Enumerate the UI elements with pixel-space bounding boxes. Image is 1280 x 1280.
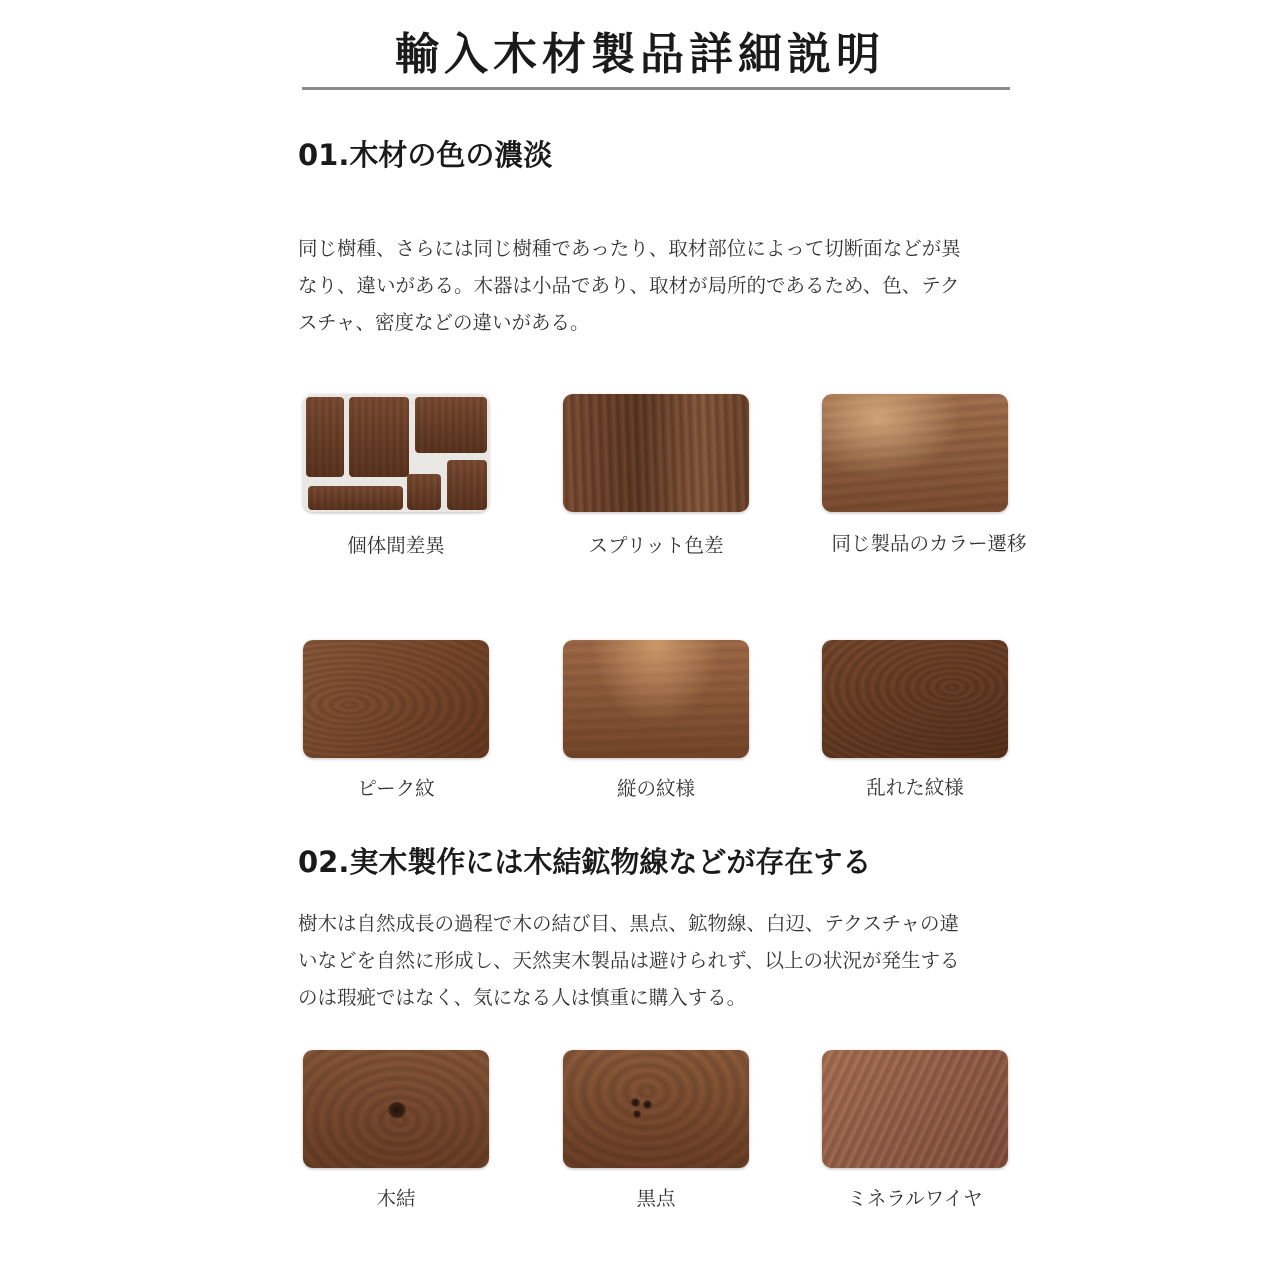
section1-paragraph: [298, 230, 1038, 341]
section1-heading: 01.木材の色の濃淡: [298, 138, 553, 172]
caption-black-spot: 黒点: [636, 1187, 676, 1210]
caption-mineral-line: ミネラルワイヤ: [847, 1187, 983, 1210]
wood-sample-vertical-grain: [563, 640, 749, 758]
caption-knot: 木結: [376, 1187, 416, 1210]
wood-sample-knot: [303, 1050, 489, 1168]
section2-heading: 02.実木製作には木結鉱物線などが存在する: [298, 845, 872, 879]
caption-individual-difference: 個体間差異: [347, 534, 445, 557]
title-divider: [302, 87, 1010, 90]
caption-split-color: スプリット色差: [588, 534, 724, 557]
section1-paragraph-line: スチャ、密度などの違いがある。: [298, 311, 590, 334]
section2-paragraph: [298, 905, 1038, 1016]
wood-sample-peak-grain: [303, 640, 489, 758]
section2-paragraph-line: いなどを自然に形成し、天然実木製品は避けられず、以上の状況が発生する: [298, 949, 960, 972]
wood-sample-black-spot: [563, 1050, 749, 1168]
section1-paragraph-line: なり、違いがある。木器は小品であり、取材が局所的であるため、色、テク: [298, 274, 960, 297]
section2-paragraph-line: のは瑕疵ではなく、気になる人は慎重に購入する。: [298, 986, 747, 1009]
section1-paragraph-line: 同じ樹種、さらには同じ樹種であったり、取材部位によって切断面などが異: [298, 237, 961, 260]
page-title: 輸入木材製品詳細説明: [395, 29, 885, 80]
wood-sample-color-transition: [822, 394, 1008, 512]
wood-sample-split-color: [563, 394, 749, 512]
caption-peak-grain: ピーク紋: [357, 777, 435, 800]
caption-vertical-grain: 縦の紋様: [616, 777, 695, 800]
section2-paragraph-line: 樹木は自然成長の過程で木の結び目、黒点、鉱物線、白辺、テクスチャの違: [298, 912, 960, 935]
wood-sample-mineral-line: [822, 1050, 1008, 1168]
wood-sample-irregular-grain: [822, 640, 1008, 758]
caption-color-transition: 同じ製品のカラー遷移: [831, 532, 1027, 555]
wood-sample-individual-difference: [303, 394, 489, 512]
caption-irregular-grain: 乱れた紋様: [866, 776, 964, 799]
